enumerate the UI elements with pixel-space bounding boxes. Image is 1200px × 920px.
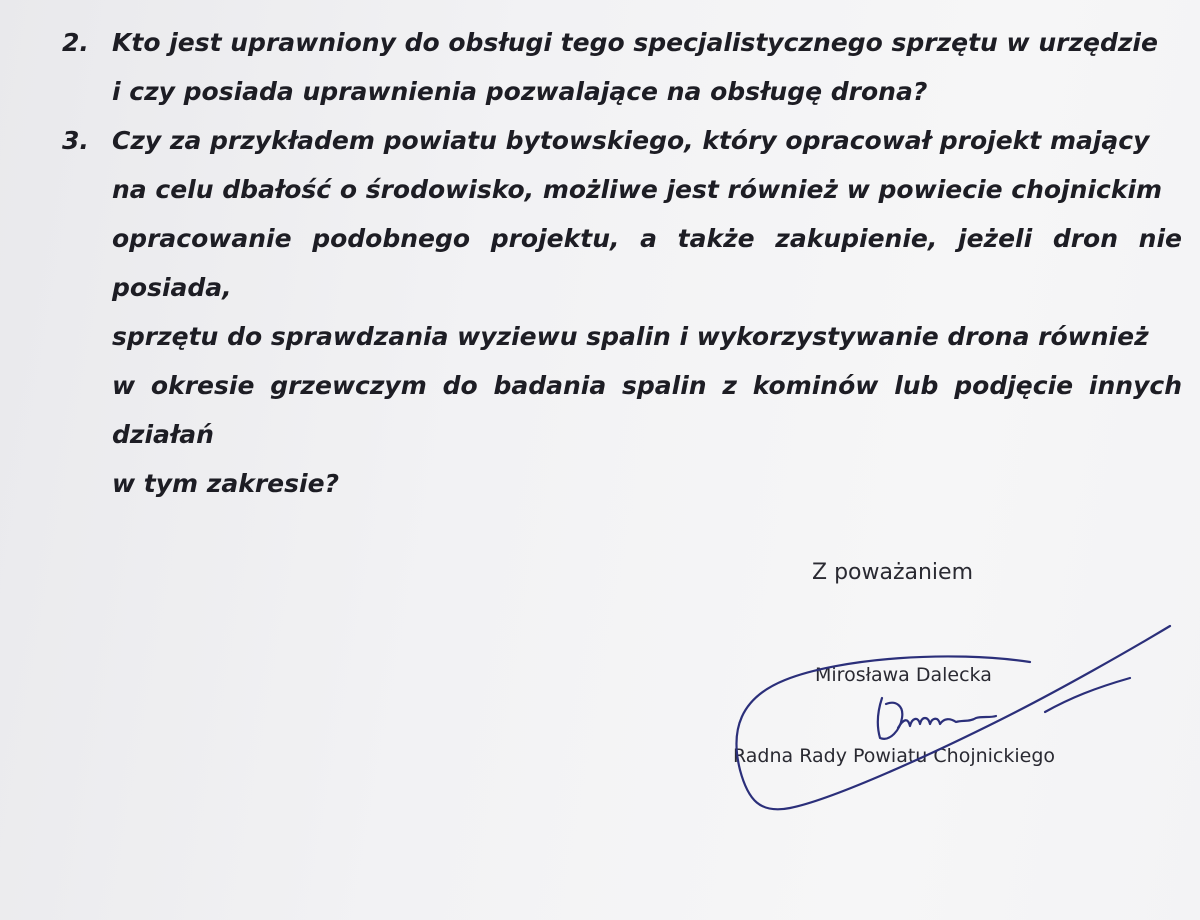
question-item-2 (62, 18, 1182, 116)
question-text: Czy za przykładem powiatu bytowskiego, który opracował projekt mający na celu dbałość o środowisko, możliwe jest również w powiecie chojnickim opracowanie podobnego projektu, a także zakupienie, jeżeli dron nie posiada, sprzętu do sprawdzania wyziewu spalin i wykorzystywanie drona również w okresie grzewczym do badania spalin z kominów lub podjęcie innych działań w tym zakresie? (112, 126, 1182, 498)
signature-stroke (1045, 678, 1130, 712)
signature-stroke (898, 716, 996, 728)
signature-stroke (736, 626, 1170, 809)
closing-salutation: Z poważaniem (812, 560, 974, 585)
question-list (62, 18, 1182, 508)
handwritten-signature (700, 600, 1200, 840)
question-item-3 (62, 116, 1182, 508)
signature-stroke (878, 698, 902, 739)
question-text: Kto jest uprawniony do obsługi tego specjalistycznego sprzętu w urzędzie i czy posiada uprawnienia pozwalające na obsługę drona? (112, 28, 1158, 106)
question-number: 3. (62, 126, 89, 155)
signer-role: Radna Rady Powiatu Chojnickiego (733, 745, 1056, 767)
question-number: 2. (62, 28, 89, 57)
signer-name: Mirosława Dalecka (815, 664, 992, 686)
